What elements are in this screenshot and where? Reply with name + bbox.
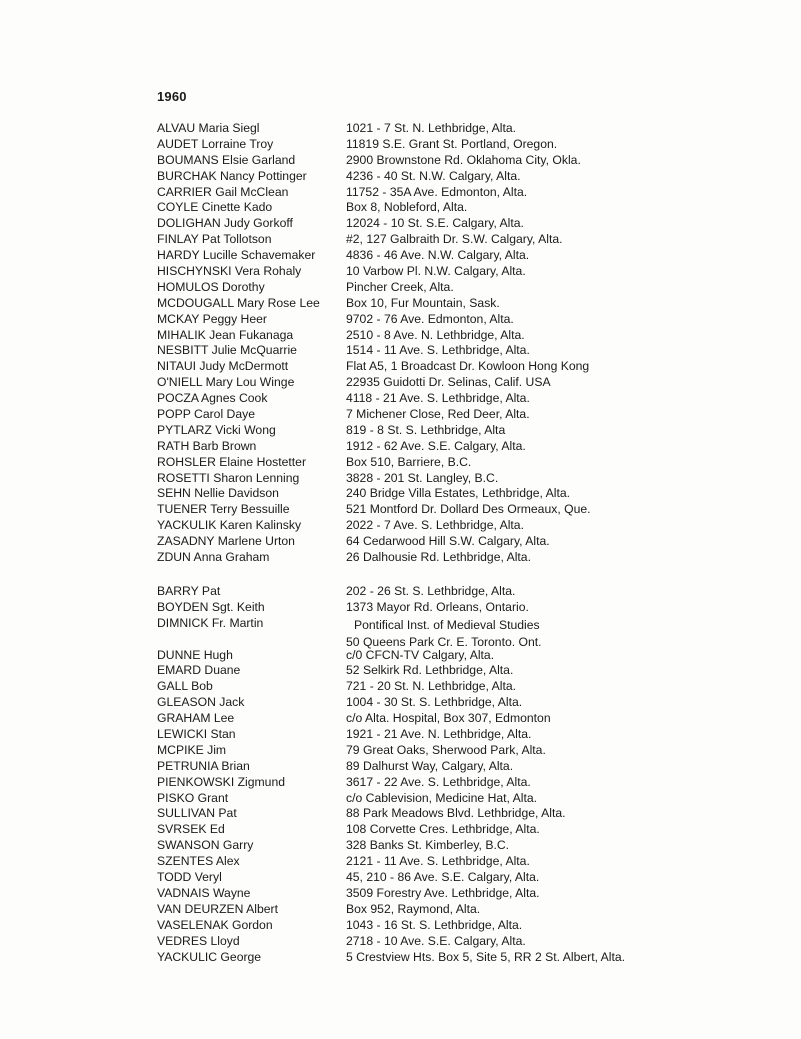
entry-address: 4118 - 21 Ave. S. Lethbridge, Alta. (346, 391, 530, 406)
entry-name: SULLIVAN Pat (157, 806, 237, 821)
entry-name: VEDRES Lloyd (157, 933, 240, 948)
entry-name: ZASADNY Marlene Urton (157, 534, 295, 549)
entry-name: SVRSEK Ed (157, 822, 225, 837)
entry-name: GALL Bob (157, 679, 213, 694)
entry-address: 88 Park Meadows Blvd. Lethbridge, Alta. (346, 806, 566, 821)
entry-name: DOLIGHAN Judy Gorkoff (157, 216, 293, 231)
entry-name: NESBITT Julie McQuarrie (157, 343, 297, 358)
entry-name: TUENER Terry Bessuille (157, 502, 290, 517)
entry-name: POPP Carol Daye (157, 407, 255, 422)
entry-name: ALVAU Maria Siegl (157, 121, 260, 135)
entry-name: LEWICKI Stan (157, 727, 236, 742)
entry-name: COYLE Cinette Kado (157, 200, 273, 215)
entry-address: 10 Varbow Pl. N.W. Calgary, Alta. (346, 264, 526, 279)
entry-address-line-2: 50 Queens Park Cr. E. Toronto. Ont. (346, 634, 542, 649)
entry-name: POCZA Agnes Cook (157, 391, 268, 406)
entry-address: 89 Dalhurst Way, Calgary, Alta. (346, 758, 514, 773)
entry-address: 11752 - 35A Ave. Edmonton, Alta. (346, 184, 528, 199)
entry-name: TODD Veryl (157, 870, 222, 885)
entry-name: YACKULIC George (157, 949, 262, 964)
entry-address: 3509 Forestry Ave. Lethbridge, Alta. (346, 885, 540, 900)
entry-name: FINLAY Pat Tollotson (157, 232, 272, 247)
entry-address: 521 Montford Dr. Dollard Des Ormeaux, Que. (346, 502, 591, 517)
entry-name: MCKAY Peggy Heer (157, 311, 267, 326)
entry-name: BURCHAK Nancy Pottinger (157, 168, 307, 183)
entry-address: 3617 - 22 Ave. S. Lethbridge, Alta. (346, 774, 531, 789)
entry-name: AUDET Lorraine Troy (157, 136, 274, 151)
entry-name: PETRUNIA Brian (157, 758, 250, 773)
entry-address: c/0 CFCN-TV Calgary, Alta. (346, 647, 495, 662)
entry-name: MIHALIK Jean Fukanaga (157, 327, 294, 342)
entry-name: SZENTES Alex (157, 854, 240, 869)
entry-address: 2900 Brownstone Rd. Oklahoma City, Okla. (346, 152, 581, 167)
entry-address: 45, 210 - 86 Ave. S.E. Calgary, Alta. (346, 870, 540, 885)
entry-name: GLEASON Jack (157, 695, 245, 710)
entry-address: Pontifical Inst. of Medieval Studies (354, 617, 540, 632)
entry-name: O'NIELL Mary Lou Winge (157, 375, 295, 390)
entry-address: 108 Corvette Cres. Lethbridge, Alta. (346, 822, 540, 837)
entry-name: HOMULOS Dorothy (157, 279, 265, 294)
entry-address: 4236 - 40 St. N.W. Calgary, Alta. (346, 168, 521, 183)
entry-name: MCDOUGALL Mary Rose Lee (157, 295, 320, 310)
entry-name: ROHSLER Elaine Hostetter (157, 454, 307, 469)
entry-address: 26 Dalhousie Rd. Lethbridge, Alta. (346, 550, 531, 565)
entry-address: 1912 - 62 Ave. S.E. Calgary, Alta. (346, 438, 526, 453)
entry-name: BOUMANS Elsie Garland (157, 152, 296, 167)
entry-address: 12024 - 10 St. S.E. Calgary, Alta. (346, 216, 524, 231)
entry-name: PIENKOWSKI Zigmund (157, 774, 286, 789)
entry-name: DUNNE Hugh (157, 647, 233, 662)
entry-name: SEHN Nellie Davidson (157, 486, 279, 501)
entry-address: 819 - 8 St. S. Lethbridge, Alta (346, 422, 506, 437)
entry-address: 1004 - 30 St. S. Lethbridge, Alta. (346, 695, 523, 710)
entry-name: MCPIKE Jim (157, 742, 227, 757)
entry-address: 64 Cedarwood Hill S.W. Calgary, Alta. (346, 534, 550, 549)
entry-name: GRAHAM Lee (157, 711, 235, 726)
entry-name: ROSETTI Sharon Lenning (157, 470, 300, 485)
entry-address: 2510 - 8 Ave. N. Lethbridge, Alta. (346, 327, 525, 342)
entry-address: 1021 - 7 St. N. Lethbridge, Alta. (346, 121, 517, 135)
entry-name: EMARD Duane (157, 663, 241, 678)
entry-name: BOYDEN Sgt. Keith (157, 599, 265, 614)
entry-address: Pincher Creek, Alta. (346, 279, 454, 294)
entry-address: c/o Cablevision, Medicine Hat, Alta. (346, 790, 538, 805)
entry-name: VASELENAK Gordon (157, 917, 273, 932)
entry-address: c/o Alta. Hospital, Box 307, Edmonton (346, 711, 551, 726)
entry-address: 328 Banks St. Kimberley, B.C. (346, 838, 510, 853)
entry-address: Box 8, Nobleford, Alta. (346, 200, 468, 215)
entry-address: 22935 Guidotti Dr. Selinas, Calif. USA (346, 375, 551, 390)
entry-name: ZDUN Anna Graham (157, 550, 270, 565)
entry-address: 202 - 26 St. S. Lethbridge, Alta. (346, 584, 516, 598)
year-heading: 1960 (157, 89, 187, 104)
entry-address: 9702 - 76 Ave. Edmonton, Alta. (346, 311, 514, 326)
entry-name: VAN DEURZEN Albert (157, 901, 278, 916)
entry-address: 2718 - 10 Ave. S.E. Calgary, Alta. (346, 933, 526, 948)
entry-address: Box 10, Fur Mountain, Sask. (346, 295, 500, 310)
entry-name: HARDY Lucille Schavemaker (157, 248, 316, 263)
entry-name: DIMNICK Fr. Martin (157, 615, 264, 630)
entry-address: Box 510, Barriere, B.C. (346, 454, 472, 469)
entry-name: PISKO Grant (157, 790, 229, 805)
entry-name: CARRIER Gail McClean (157, 184, 289, 199)
entry-address: 2022 - 7 Ave. S. Lethbridge, Alta. (346, 518, 524, 533)
entry-address: Box 952, Raymond, Alta. (346, 901, 481, 916)
entry-address: 11819 S.E. Grant St. Portland, Oregon. (346, 136, 558, 151)
entry-address: 2121 - 11 Ave. S. Lethbridge, Alta. (346, 854, 530, 869)
entry-address: 52 Selkirk Rd. Lethbridge, Alta. (346, 663, 514, 678)
entry-address: 1043 - 16 St. S. Lethbridge, Alta. (346, 917, 523, 932)
entry-address: 5 Crestview Hts. Box 5, Site 5, RR 2 St. Albert, Alta. (346, 949, 626, 964)
entry-name: NITAUI Judy McDermott (157, 359, 289, 374)
entry-address: 4836 - 46 Ave. N.W. Calgary, Alta. (346, 248, 530, 263)
entry-name: BARRY Pat (157, 584, 221, 598)
entry-address: 240 Bridge Villa Estates, Lethbridge, Alta. (346, 486, 571, 501)
entry-address: 79 Great Oaks, Sherwood Park, Alta. (346, 742, 546, 757)
entry-name: VADNAIS Wayne (157, 885, 251, 900)
entry-address: 7 Michener Close, Red Deer, Alta. (346, 407, 530, 422)
entry-address: 3828 - 201 St. Langley, B.C. (346, 470, 499, 485)
entry-name: YACKULIK Karen Kalinsky (157, 518, 302, 533)
entry-address: Flat A5, 1 Broadcast Dr. Kowloon Hong Kong (346, 359, 590, 374)
entry-name: RATH Barb Brown (157, 438, 257, 453)
entry-name: SWANSON Garry (157, 838, 254, 853)
entry-name: HISCHYNSKI Vera Rohaly (157, 264, 302, 279)
entry-address: #2, 127 Galbraith Dr. S.W. Calgary, Alta. (346, 232, 563, 247)
entry-address: 1921 - 21 Ave. N. Lethbridge, Alta. (346, 727, 532, 742)
entry-address: 721 - 20 St. N. Lethbridge, Alta. (346, 679, 517, 694)
entry-address: 1514 - 11 Ave. S. Lethbridge, Alta. (346, 343, 530, 358)
entry-name: PYTLARZ Vicki Wong (157, 422, 276, 437)
entry-address: 1373 Mayor Rd. Orleans, Ontario. (346, 599, 529, 614)
